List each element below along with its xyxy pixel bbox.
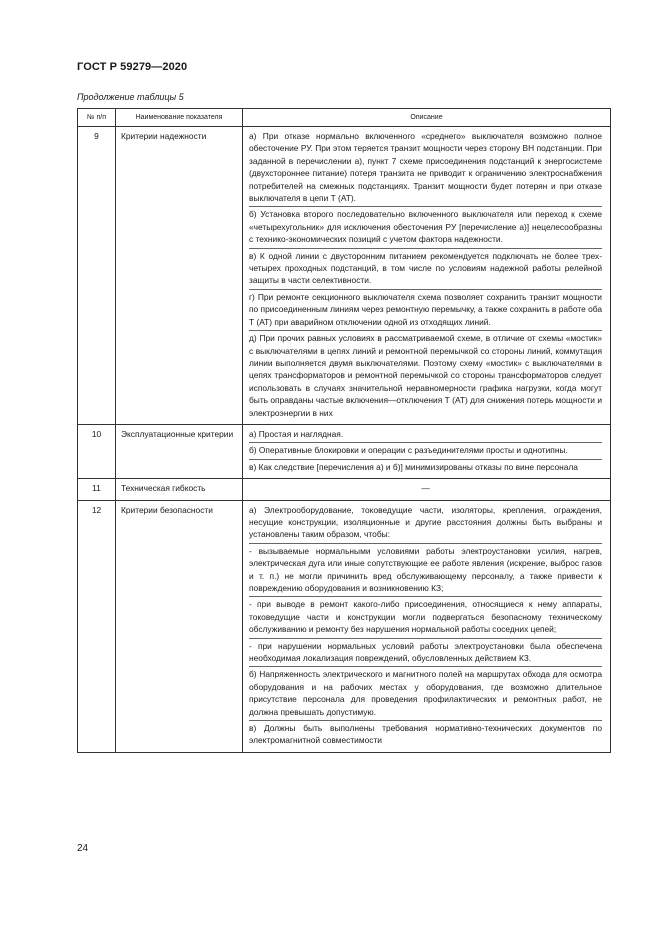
description-paragraph: в) Как следствие [перечисления а) и б)] минимизированы отказы по вине персонала — [249, 461, 578, 472]
indicator-name: Эксплуатационные критерии — [116, 424, 243, 478]
indicator-name: Техническая гибкость — [116, 479, 243, 500]
description-paragraph: в) К одной линии с двусторонним питанием рекомендуется подключать не более трех-четырех проходных подстанций, в том числе по условиям надежной работы релейной защиты в части селективности. — [249, 249, 602, 290]
description-paragraph: а) Электрооборудование, токоведущие части, изоляторы, крепления, ограждения, несущие конструкции, изоляционные и другие расстояния должны быть выбраны и установлены таким образом, чтобы: — [249, 503, 602, 544]
column-header-number: № п/п — [78, 109, 116, 127]
description-paragraph: - при выводе в ремонт какого-либо присоединения, относящиеся к нему аппараты, токоведущие части и конструкции могли подвергаться безопасному техническому обслуживанию и ремонту без нарушения нормальной работы соседних цепей; — [249, 597, 602, 638]
description-cell — [243, 424, 611, 478]
table-row — [78, 479, 611, 500]
description-cell — [243, 500, 611, 752]
row-number: 9 — [78, 127, 116, 425]
description-dash: — — [421, 483, 430, 494]
description-paragraph: д) При прочих равных условиях в рассматриваемой схеме, в отличие от схемы «мостик» с выключателями в цепях линий и ремонтной перемычкой со стороны линий, коммутация линии выполняется двумя выключателями. Поэтому схему «мостик» с выключателями в цепях трансформаторов и ремонтной перемычкой со стороны трансформаторов следует использовать в случаях значительной неравномерности графика нагрузки, когда могут быть оправданы частые включения—отключения Т (АТ) для снижения потерь мощности и электроэнергии в них — [249, 333, 602, 418]
row-number: 10 — [78, 424, 116, 478]
table-caption: Продолжение таблицы 5 — [77, 92, 184, 102]
table-row — [78, 500, 611, 752]
description-paragraph: - при нарушении нормальных условий работы электроустановки была обеспечена необходимая локализация повреждений, обусловленных действием КЗ. — [249, 639, 602, 668]
indicator-name: Критерии надежности — [116, 127, 243, 425]
row-number: 12 — [78, 500, 116, 752]
table-header-row — [78, 109, 611, 127]
description-paragraph: г) При ремонте секционного выключателя схема позволяет сохранить транзит мощности по присоединенным линиям через ремонтную перемычку, а также сохранить в работе оба Т (АТ) при аварийном отключении одной из отходящих линий. — [249, 290, 602, 331]
page-number: 24 — [77, 843, 89, 854]
table-row — [78, 127, 611, 425]
row-number: 11 — [78, 479, 116, 500]
description-paragraph: - вызываемые нормальными условиями работы электроустановки усилия, нагрев, электрическая дуга или иные сопутствующие ее работе явления (искрение, выброс газов и т. п.) не могли причинить вред обслуживающему персоналу, а также привести к повреждению оборудования и возникновению КЗ; — [249, 544, 602, 598]
indicators-table — [77, 108, 611, 753]
column-header-description: Описание — [243, 109, 611, 127]
description-paragraph: в) Должны быть выполнены требования нормативно-технических документов по электромагнитной совместимости — [249, 723, 602, 746]
column-header-indicator-name: Наименование показателя — [116, 109, 243, 127]
description-paragraph: б) Оперативные блокировки и операции с разъединителями просты и однотипны. — [249, 443, 602, 459]
document-standard-header: ГОСТ Р 59279—2020 — [77, 61, 188, 73]
description-paragraph: б) Установка второго последовательно включенного выключателя или переход к схеме «четырехугольник» для исключения обесточения РУ [перечисление а)] нецелесообразны с технико-экономических позиций с учетом фактора надежности. — [249, 207, 602, 248]
description-cell — [243, 127, 611, 425]
description-paragraph: а) Простая и наглядная. — [249, 427, 602, 443]
description-paragraph: б) Напряженность электрического и магнитного полей на маршрутах обхода для осмотра оборудования и на рабочих местах у оборудования, где возможно длительное присутствие персонала для проведения профилактических и ремонтных работ, не должна превышать допустимую. — [249, 667, 602, 721]
table-row — [78, 424, 611, 478]
description-paragraph: а) При отказе нормально включенного «среднего» выключателя возможно полное обесточение РУ. При этом теряется транзит мощности через сторону ВН подстанции. При заданной в перечислении а), пункт 7 схеме присоединения подстанций к энергосистеме (двухстороннее питание) потеря транзита не приводит к ограничению электроснабжения потребителей на смежных подстанциях. Транзит мощности будет потерян и при отказе выключателя в цепи Т (АТ). — [249, 129, 602, 207]
description-cell — [243, 479, 611, 500]
indicator-name: Критерии безопасности — [116, 500, 243, 752]
